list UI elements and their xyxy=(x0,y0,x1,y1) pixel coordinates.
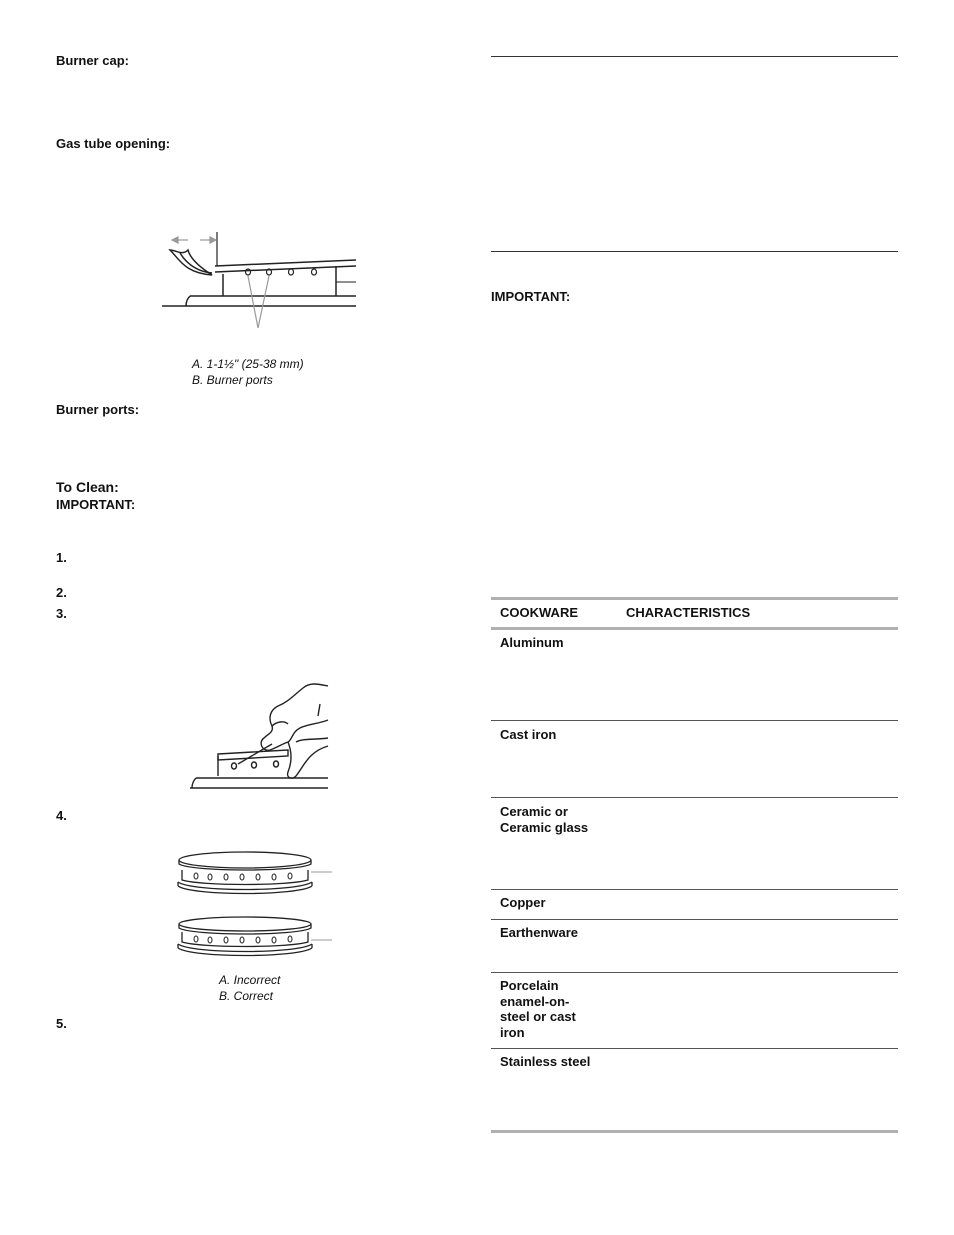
table-top-border xyxy=(491,597,898,600)
to-clean-heading: To Clean: xyxy=(56,479,119,495)
burner-flame-diagram xyxy=(160,228,360,333)
table-row-divider xyxy=(491,889,898,890)
step-2-number: 2. xyxy=(56,585,67,600)
table-row-copper: Copper xyxy=(500,895,546,910)
step-5-number: 5. xyxy=(56,1016,67,1031)
table-row-stainless-steel: Stainless steel xyxy=(500,1054,591,1069)
table-bottom-border xyxy=(491,1130,898,1133)
figure1-caption-a: A. 1-1½" (25-38 mm) xyxy=(192,357,304,371)
important-label-right: IMPORTANT: xyxy=(491,289,571,304)
table-row-ceramic: Ceramic or Ceramic glass xyxy=(500,804,589,835)
figure3-caption-b: B. Correct xyxy=(219,989,274,1003)
gas-tube-opening-label: Gas tube opening: xyxy=(56,136,171,151)
table-row-earthenware: Earthenware xyxy=(500,925,579,940)
burner-ports-label: Burner ports: xyxy=(56,402,140,417)
table-header-border xyxy=(491,627,898,630)
table-row-divider xyxy=(491,720,898,721)
table-header-cookware: COOKWARE xyxy=(500,605,578,620)
figure1-caption-b: B. Burner ports xyxy=(192,373,273,387)
step-3-number: 3. xyxy=(56,606,67,621)
table-row-porcelain-enamel: Porcelain enamel-on-steel or cast iron xyxy=(500,978,576,1040)
step-1-number: 1. xyxy=(56,550,67,565)
table-row-divider xyxy=(491,919,898,920)
table-row-aluminum: Aluminum xyxy=(500,635,564,650)
important-label-left: IMPORTANT: xyxy=(56,497,136,512)
section-divider-middle xyxy=(491,251,898,252)
burner-cap-label: Burner cap: xyxy=(56,53,129,68)
step-4-number: 4. xyxy=(56,808,67,823)
table-header-characteristics: CHARACTERISTICS xyxy=(626,605,751,620)
table-row-divider xyxy=(491,1048,898,1049)
table-row-divider xyxy=(491,972,898,973)
figure3-caption-a: A. Incorrect xyxy=(219,973,281,987)
section-divider-top xyxy=(491,56,898,57)
hand-cleaning-diagram xyxy=(188,682,333,794)
table-row-cast-iron: Cast iron xyxy=(500,727,557,742)
burner-cap-placement-diagram xyxy=(172,848,337,966)
table-row-divider xyxy=(491,797,898,798)
